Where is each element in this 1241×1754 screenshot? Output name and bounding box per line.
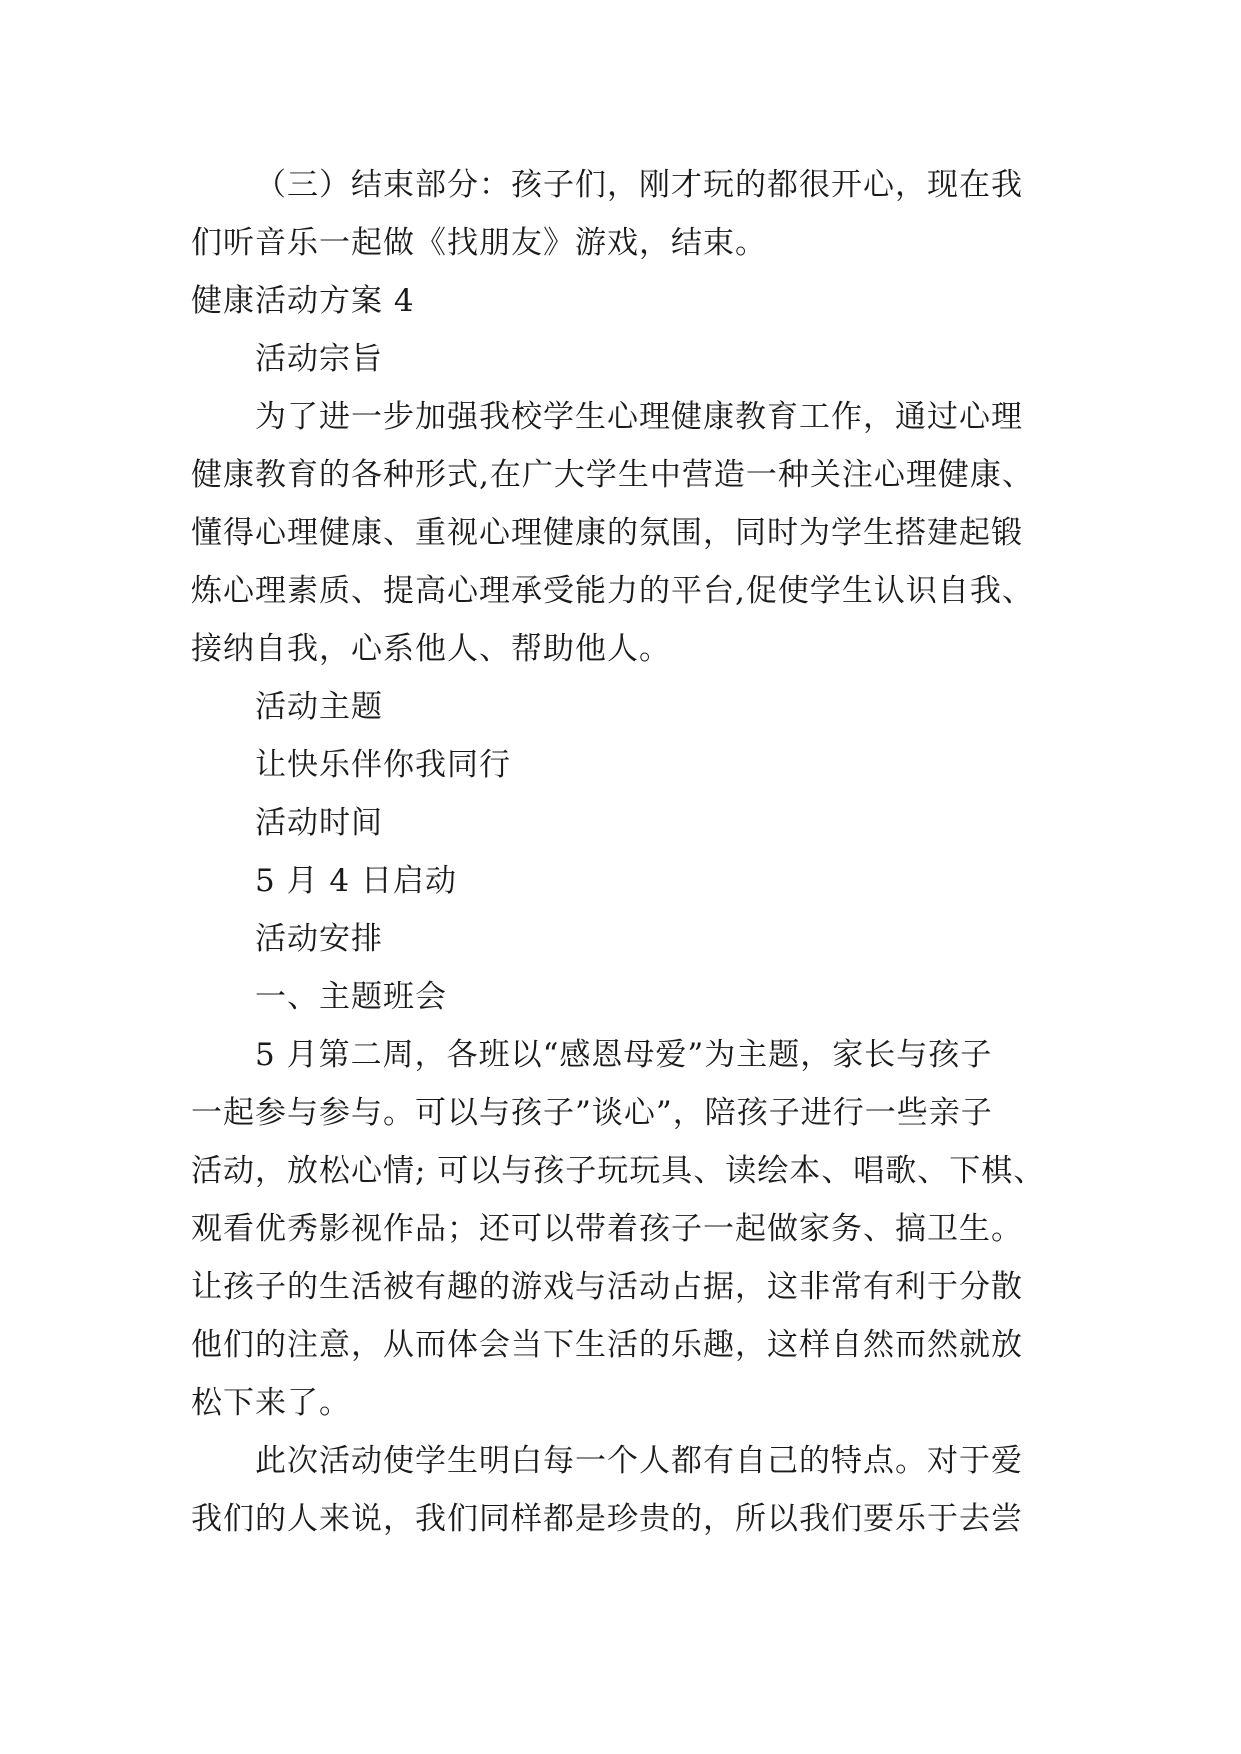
paragraph-line: 炼心理素质、提高心理承受能力的平台,促使学生认识自我、 [191,573,1034,609]
paragraph-line: 让孩子的生活被有趣的游戏与活动占据，这非常有利于分散 [191,1269,1023,1305]
subheading: 一、主题班会 [255,979,447,1015]
paragraph-line: 5 月第二周，各班以“感恩母爱”为主题，家长与孩子 [255,1037,993,1073]
paragraph-line: 们听音乐一起做《找朋友》游戏，结束。 [191,225,767,261]
paragraph-line: 我们的人来说，我们同样都是珍贵的，所以我们要乐于去尝 [191,1501,1023,1537]
section-heading: 健康活动方案 4 [191,283,415,319]
paragraph-line: 接纳自我，心系他人、帮助他人。 [191,631,671,667]
subheading: 活动时间 [255,805,383,841]
paragraph-line: 懂得心理健康、重视心理健康的氛围，同时为学生搭建起锻 [191,515,1023,551]
paragraph-line: （三）结束部分：孩子们，刚才玩的都很开心，现在我 [255,167,1023,203]
subheading: 活动宗旨 [255,341,383,377]
paragraph-line: 此次活动使学生明白每一个人都有自己的特点。对于爱 [255,1443,1023,1479]
paragraph-line: 一起参与参与。可以与孩子”谈心”，陪孩子进行一些亲子 [191,1095,993,1131]
subheading: 活动主题 [255,689,383,725]
paragraph-line: 活动，放松心情; 可以与孩子玩玩具、读绘本、唱歌、下棋、 [191,1153,1046,1189]
paragraph-line: 为了进一步加强我校学生心理健康教育工作，通过心理 [255,399,1023,435]
paragraph-line: 5 月 4 日启动 [255,863,458,899]
paragraph-line: 松下来了。 [191,1385,351,1421]
paragraph-line: 健康教育的各种形式,在广大学生中营造一种关注心理健康、 [191,457,1034,493]
subheading: 活动安排 [255,921,383,957]
paragraph-line: 让快乐伴你我同行 [255,747,511,783]
paragraph-line: 观看优秀影视作品；还可以带着孩子一起做家务、搞卫生。 [191,1211,1023,1247]
paragraph-line: 他们的注意，从而体会当下生活的乐趣，这样自然而然就放 [191,1327,1023,1363]
